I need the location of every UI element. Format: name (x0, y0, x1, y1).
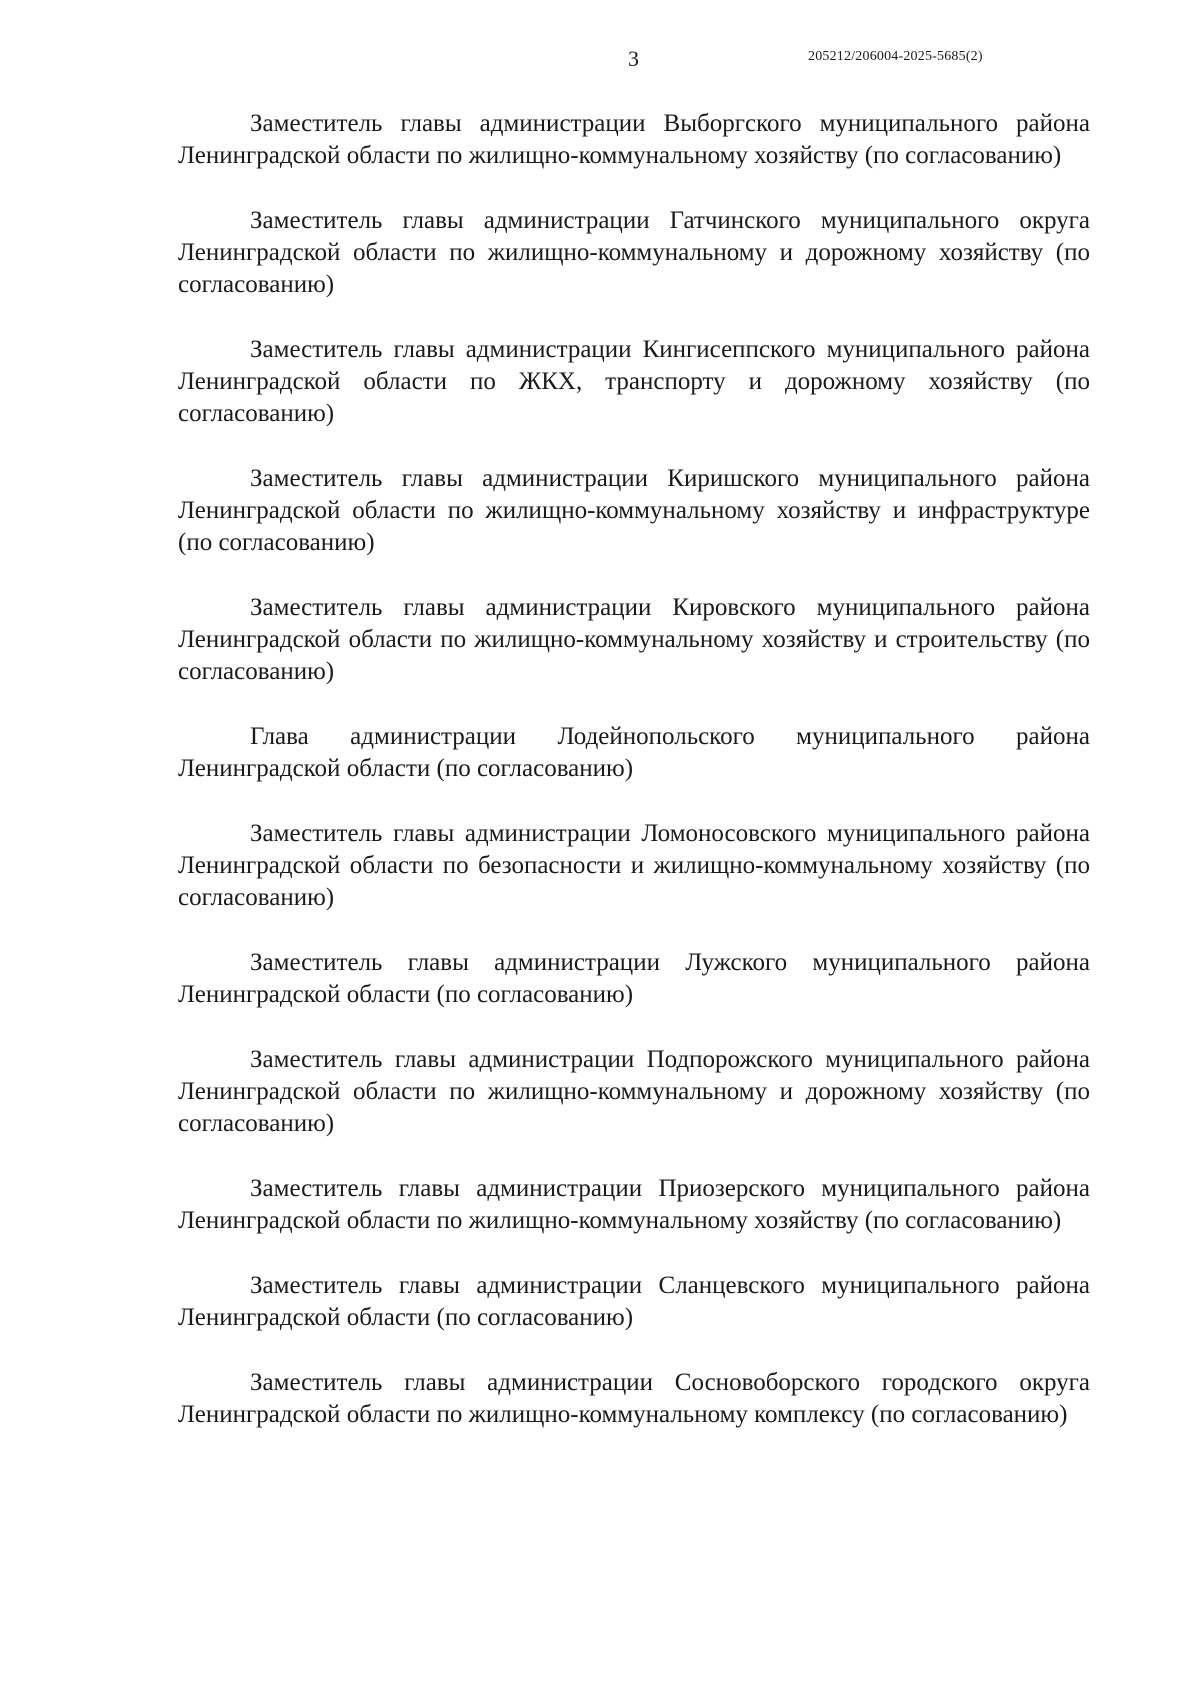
entry-lomonosov: Заместитель главы администрации Ломоносовского муниципального района Ленинградской области по безопасности и жилищно-коммунальному хозяйству (по согласованию) (178, 820, 1090, 911)
entry-priozersk: Заместитель главы администрации Приозерского муниципального района Ленинградской области по жилищно-коммунальному хозяйству (по согласованию) (178, 1175, 1090, 1234)
entry-kingisepp: Заместитель главы администрации Кингисеппского муниципального района Ленинградской области по ЖКХ, транспорту и дорожному хозяйству (по согласованию) (178, 336, 1090, 427)
entries-list (178, 108, 1090, 1464)
entry-lodeynoye-pole: Глава администрации Лодейнопольского муниципального района Ленинградской области (по согласованию) (178, 723, 1090, 782)
entry-sosnovy-bor: Заместитель главы администрации Сосновоборского городского округа Ленинградской области по жилищно-коммунальному комплексу (по согласованию) (178, 1369, 1090, 1428)
entry-podporozhye: Заместитель главы администрации Подпорожского муниципального района Ленинградской области по жилищно-коммунальному и дорожному хозяйству (по согласованию) (178, 1046, 1090, 1137)
entry-gatchina: Заместитель главы администрации Гатчинского муниципального округа Ленинградской области по жилищно-коммунальному и дорожному хозяйству (по согласованию) (178, 207, 1090, 298)
page-number: 3 (628, 46, 639, 71)
entry-kirovsk: Заместитель главы администрации Кировского муниципального района Ленинградской области по жилищно-коммунальному хозяйству и строительству (по согласованию) (178, 594, 1090, 685)
entry-vyborg: Заместитель главы администрации Выборгского муниципального района Ленинградской области по жилищно-коммунальному хозяйству (по согласованию) (178, 110, 1090, 169)
entry-luga: Заместитель главы администрации Лужского муниципального района Ленинградской области (по согласованию) (178, 949, 1090, 1008)
entry-slantsy: Заместитель главы администрации Сланцевского муниципального района Ленинградской области (по согласованию) (178, 1272, 1090, 1331)
document-id: 205212/206004-2025-5685(2) (808, 49, 983, 64)
entry-kirishi: Заместитель главы администрации Киришского муниципального района Ленинградской области по жилищно-коммунальному хозяйству и инфраструктуре (по согласованию) (178, 465, 1090, 556)
